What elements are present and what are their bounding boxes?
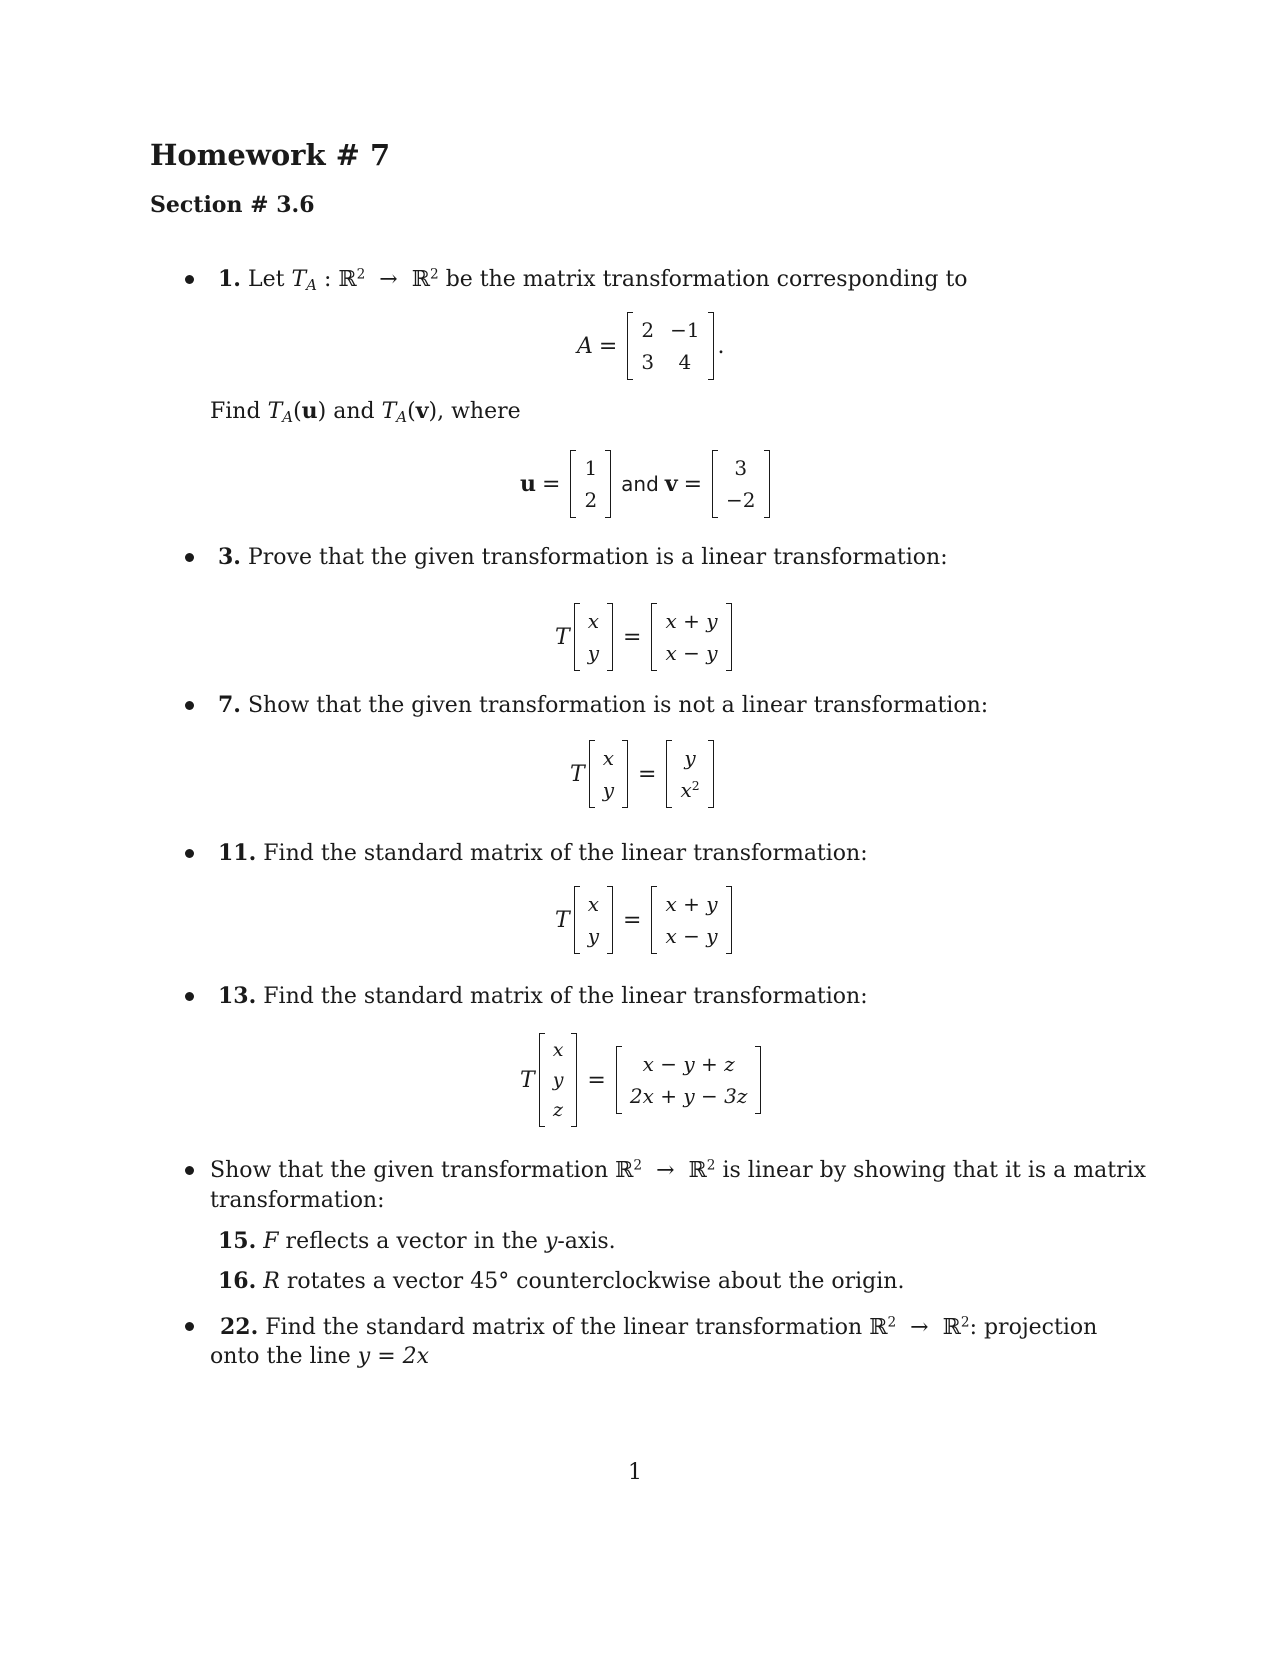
problem-number: 3.: [218, 544, 241, 570]
problem-22-line2: [210, 1342, 429, 1372]
problem-number: 16.: [218, 1268, 257, 1294]
and-word: and: [621, 472, 659, 496]
bullet-dot: [185, 1166, 194, 1175]
text: Find the standard matrix of the linear transformation:: [263, 841, 868, 866]
problem-11-statement: [218, 838, 868, 869]
bullet-dot: [185, 992, 194, 1001]
problem-15-16-intro-line2: transformation:: [210, 1188, 385, 1213]
text: onto the line: [210, 1344, 351, 1369]
problem-7-statement: [218, 690, 988, 721]
vector-entry: 2: [584, 488, 598, 512]
text: , where: [437, 399, 521, 424]
problem-number: 13.: [218, 983, 257, 1009]
vectors-u-v-equation: u = 1 2 and v = 3 −2: [520, 450, 774, 518]
text: Let: [247, 267, 285, 292]
problem-number: 22.: [220, 1314, 259, 1340]
text: and: [333, 399, 375, 424]
problem-number: 15.: [218, 1228, 257, 1254]
problem-7-equation: T x y = y $x^2$: [570, 740, 718, 808]
problem-number: 1.: [218, 266, 241, 292]
input-entry: y: [552, 1069, 564, 1091]
vector-entry: 3: [734, 456, 748, 480]
text: Find the standard matrix of the linear transformation:: [263, 984, 868, 1009]
vector-label: u: [520, 471, 536, 497]
text: rotates a vector 45° counterclockwise about the origin.: [286, 1269, 905, 1294]
problem-number: 7.: [218, 692, 241, 718]
output-entry: x + y: [665, 609, 718, 633]
bullet-dot: [185, 701, 194, 710]
output-entry: x − y: [665, 924, 718, 948]
text: Prove that the given transformation is a linear transformation:: [247, 545, 948, 570]
problem-15-16-intro: Show that the given transformation ℝ$^2$ → ℝ$^2$ is linear by showing that it is a matrix: [210, 1157, 1147, 1183]
vector-u: [570, 450, 611, 518]
vector-entry: −2: [726, 488, 756, 512]
problem-1-find: Find $T_A(u)$ and $T_A(v)$, where: [210, 398, 521, 427]
bullet-dot: [185, 849, 194, 858]
bullet-dot: [185, 553, 194, 562]
text: Show that the given transformation: [210, 1158, 609, 1183]
output-entry: y: [684, 746, 696, 770]
section-heading: Section # 3.6: [150, 192, 315, 218]
matrix-A-equation: A = 2 3 −1 4 .: [577, 312, 725, 380]
text: -axis.: [557, 1229, 616, 1254]
equation: y = 2x: [357, 1344, 430, 1369]
problem-11-equation: T x y = x + y x − y: [555, 886, 736, 954]
text: Show that the given transformation is not a linear transformation:: [247, 693, 989, 718]
text: is linear by showing that it is a matrix: [722, 1158, 1147, 1183]
problem-13-statement: [218, 981, 868, 1012]
output-entry: x − y: [665, 641, 718, 665]
vector-entry: 1: [584, 456, 598, 480]
text: be the matrix transformation corresponding to: [445, 267, 968, 292]
text: : projection: [969, 1315, 1098, 1340]
bullet-dot: [185, 1322, 194, 1331]
problem-number: 11.: [218, 840, 257, 866]
variable: y: [544, 1229, 558, 1254]
matrix-label: A: [577, 333, 593, 359]
variable: F: [263, 1229, 279, 1254]
variable: R: [263, 1269, 280, 1294]
bullet-dot: [185, 275, 194, 284]
text: Find the standard matrix of the linear transformation: [265, 1315, 863, 1340]
problem-3-equation: T x y = x + y x − y: [555, 603, 736, 671]
page-number: 1: [628, 1460, 642, 1485]
matrix-entry: −1: [670, 318, 700, 342]
vector-v: [712, 450, 769, 518]
problem-16-statement: [218, 1266, 904, 1297]
input-entry: z: [553, 1099, 564, 1121]
page-title: Homework # 7: [150, 138, 391, 172]
problem-15-statement: [218, 1226, 616, 1257]
problem-13-equation: T x y z = x − y + z 2x + y − 3z: [520, 1033, 765, 1127]
matrix-A: [627, 312, 713, 380]
problem-3-statement: [218, 542, 948, 573]
problem-1-statement: 1. Let $T_A$ : ℝ$^2$ → ℝ$^2$ be the matrix transformation corresponding to: [218, 266, 968, 295]
text: Find: [210, 399, 261, 424]
problem-22-statement: 22. Find the standard matrix of the linear transformation ℝ$^2$ → ℝ$^2$: projection: [220, 1314, 1098, 1340]
text: reflects a vector in the: [285, 1229, 538, 1254]
input-entry: x: [552, 1039, 564, 1061]
vector-label: v: [664, 471, 678, 497]
output-entry: x − y + z: [642, 1052, 735, 1076]
matrix-entry: 3: [641, 350, 655, 374]
matrix-entry: 2: [641, 318, 655, 342]
matrix-entry: 4: [678, 350, 692, 374]
output-entry: 2x + y − 3z: [629, 1084, 748, 1108]
output-entry: x + y: [665, 892, 718, 916]
